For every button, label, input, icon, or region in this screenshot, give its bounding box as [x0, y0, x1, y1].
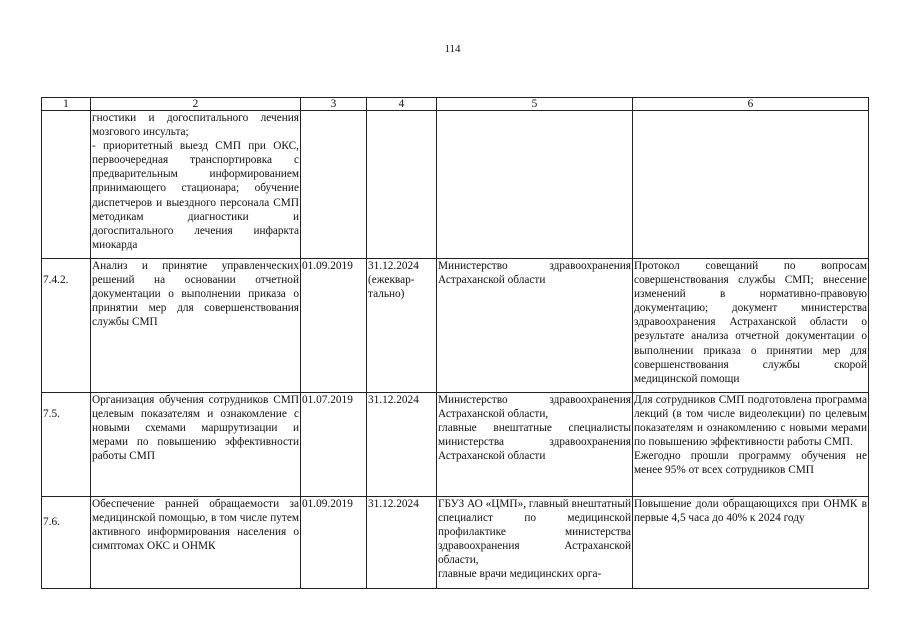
column-header: 1: [42, 98, 91, 111]
responsible-cell: Министерство здравоохранения Астраханской области: [437, 259, 633, 393]
column-header: 3: [301, 98, 367, 111]
measure-cell: гностики и догоспитального лечения мозгового инсульта; - приоритетный выезд СМП при ОКС, первоочередная транспортировка с предварительным информированием принимающего стационара; обучение диспетчеров и выездного персонала СМП методикам диагностики и догоспитального лечения инфаркта миокарда: [91, 111, 301, 259]
result-cell: Повышение доли обращающихся при ОНМК в первые 4,5 часа до 40% к 2024 году: [633, 497, 869, 589]
table-row: [42, 111, 869, 259]
responsible-cell: Министерство здравоохранения Астраханской области, главные внештатные специалисты министерства здравоохранения Астраханской области: [437, 393, 633, 497]
row-number: 7.5.: [42, 393, 91, 497]
measure-cell: Анализ и принятие управленческих решений на основании отчетной документации о выполнении приказа о принятии мер для совершенствования службы СМП: [91, 259, 301, 393]
start-date-cell: 01.09.2019: [301, 497, 367, 589]
table-row: [42, 497, 869, 589]
column-header: 2: [91, 98, 301, 111]
column-header: 4: [367, 98, 437, 111]
column-header: 6: [633, 98, 869, 111]
result-cell: Для сотрудников СМП подготовлена программа лекций (в том числе видеолекции) по целевым показателям и ознакомлению с новыми мерами по повышению эффективности работы СМП. Ежегодно прошли программу обучения не менее 95% от всех сотрудников СМП: [633, 393, 869, 497]
start-date-cell: [301, 111, 367, 259]
responsible-cell: [437, 111, 633, 259]
end-date-cell: 31.12.2024: [367, 393, 437, 497]
column-header: 5: [437, 98, 633, 111]
start-date-cell: 01.07.2019: [301, 393, 367, 497]
end-date-cell: [367, 111, 437, 259]
start-date-cell: 01.09.2019: [301, 259, 367, 393]
table-header-row: [42, 98, 869, 111]
result-cell: Протокол совещаний по вопросам совершенствования службы СМП; внесение изменений в нормативно-правовую документацию; документ министерства здравоохранения Астраханской области о результате анализа отчетной документации о выполнении приказа о принятии мер для совершенствования службы скорой медицинской помощи: [633, 259, 869, 393]
table-row: [42, 259, 869, 393]
measure-cell: Организация обучения сотрудников СМП целевым показателям и ознакомление с новыми схемами маршрутизации и мерами по повышению эффективности работы СМП: [91, 393, 301, 497]
row-number: [42, 111, 91, 259]
row-number: 7.6.: [42, 497, 91, 589]
responsible-cell: ГБУЗ АО «ЦМП», главный внештатный специалист по медицинской профилактике министерства здравоохранения Астраханской области, главные врачи медицинских орга-: [437, 497, 633, 589]
end-date-cell: 31.12.2024 (ежеквар- тально): [367, 259, 437, 393]
row-number: 7.4.2.: [42, 259, 91, 393]
measure-cell: Обеспечение ранней обращаемости за медицинской помощью, в том числе путем активного информирования населения о симптомах ОКС и ОНМК: [91, 497, 301, 589]
end-date-cell: 31.12.2024: [367, 497, 437, 589]
result-cell: [633, 111, 869, 259]
measures-table: [41, 97, 869, 589]
page-number: 114: [444, 43, 461, 55]
table-row: [42, 393, 869, 497]
